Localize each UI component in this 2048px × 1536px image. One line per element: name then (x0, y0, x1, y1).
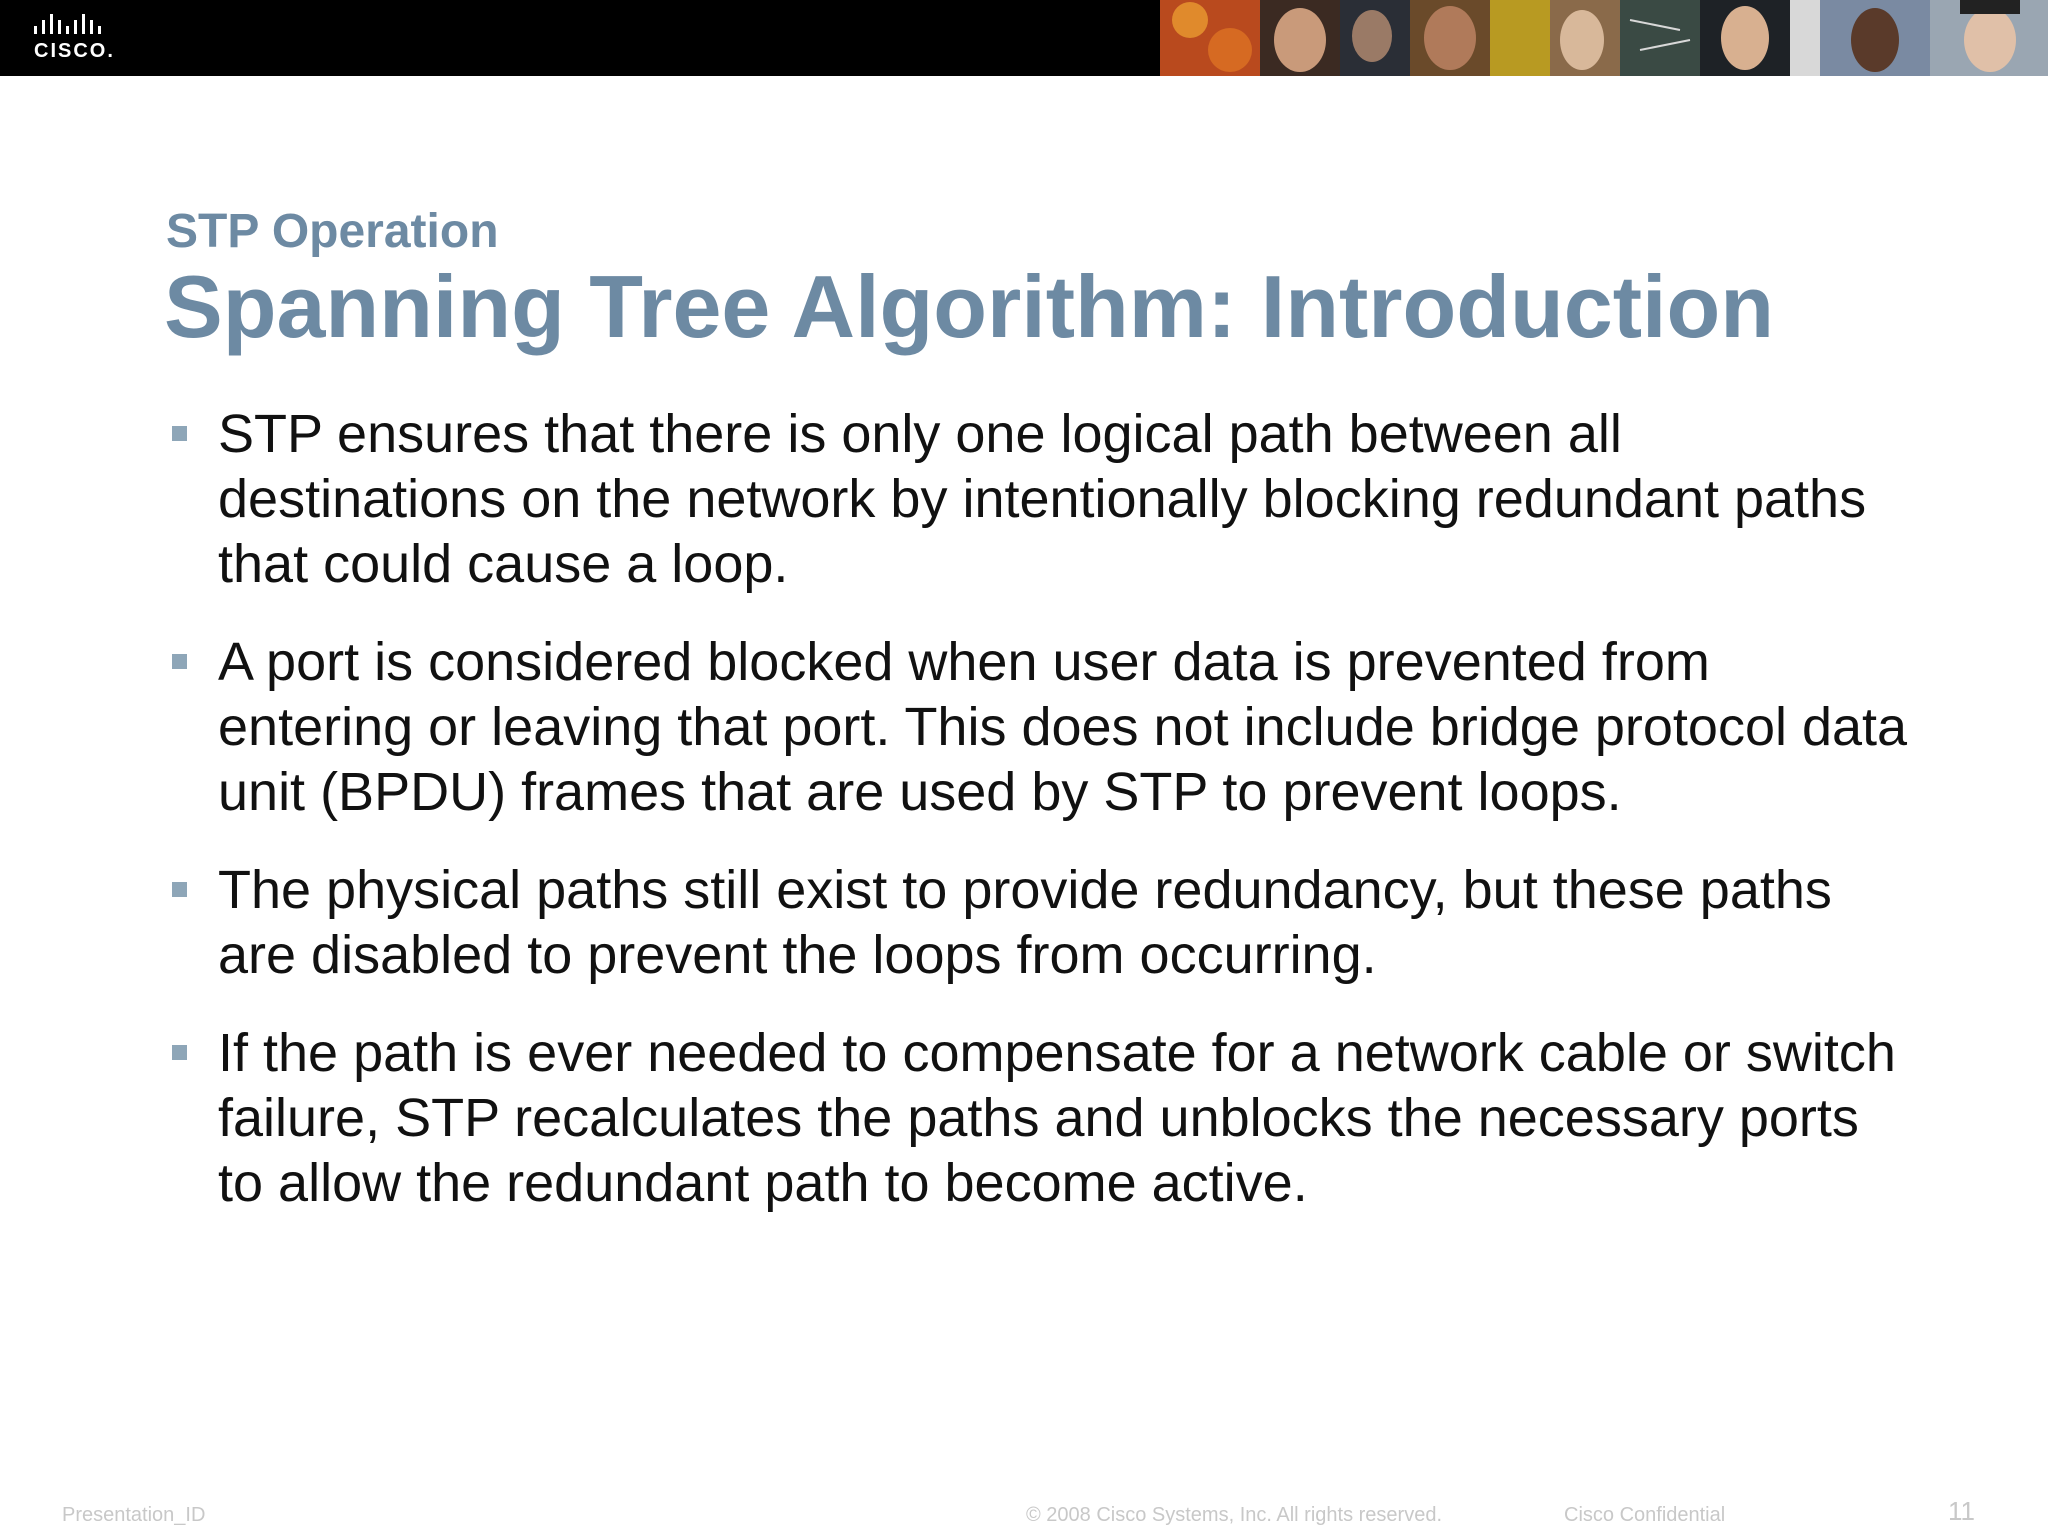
presentation-id: Presentation_ID (62, 1504, 206, 1526)
slide-title: Spanning Tree Algorithm: Introduction (164, 257, 1774, 356)
copyright-notice: © 2008 Cisco Systems, Inc. All rights reserved. (1026, 1504, 1443, 1526)
bullet-item (168, 630, 1908, 825)
people-photo-strip (1160, 0, 2048, 76)
square-bullet-icon (172, 426, 187, 441)
bullet-text: A port is considered blocked when user data is prevented from entering or leaving that port. This does not include bridge protocol data unit (BPDU) frames that are used by STP to prevent loops. (218, 632, 1908, 822)
cisco-logo (30, 14, 120, 64)
slide-subtitle: STP Operation (166, 205, 499, 258)
bullet-text: The physical paths still exist to provide redundancy, but these paths are disabled to prevent the loops from occurring. (218, 860, 1832, 985)
bullet-item (168, 858, 1908, 988)
bullet-item (168, 1021, 1908, 1216)
square-bullet-icon (172, 654, 187, 669)
bullet-text: STP ensures that there is only one logical path between all destinations on the network by intentionally blocking redundant paths that could cause a loop. (218, 404, 1867, 594)
square-bullet-icon (172, 1045, 187, 1060)
confidential-label: Cisco Confidential (1564, 1504, 1726, 1526)
cisco-wordmark: CISCO. (34, 40, 115, 62)
header-bar (0, 0, 2048, 76)
square-bullet-icon (172, 882, 187, 897)
bullet-item (168, 402, 1908, 597)
bullet-text: If the path is ever needed to compensate for a network cable or switch failure, STP recalculates the paths and unblocks the necessary ports to allow the redundant path to become active. (218, 1023, 1896, 1213)
cisco-bars-icon (30, 14, 120, 38)
page-number: 11 (1948, 1496, 1975, 1526)
bullet-list (168, 402, 1908, 1249)
